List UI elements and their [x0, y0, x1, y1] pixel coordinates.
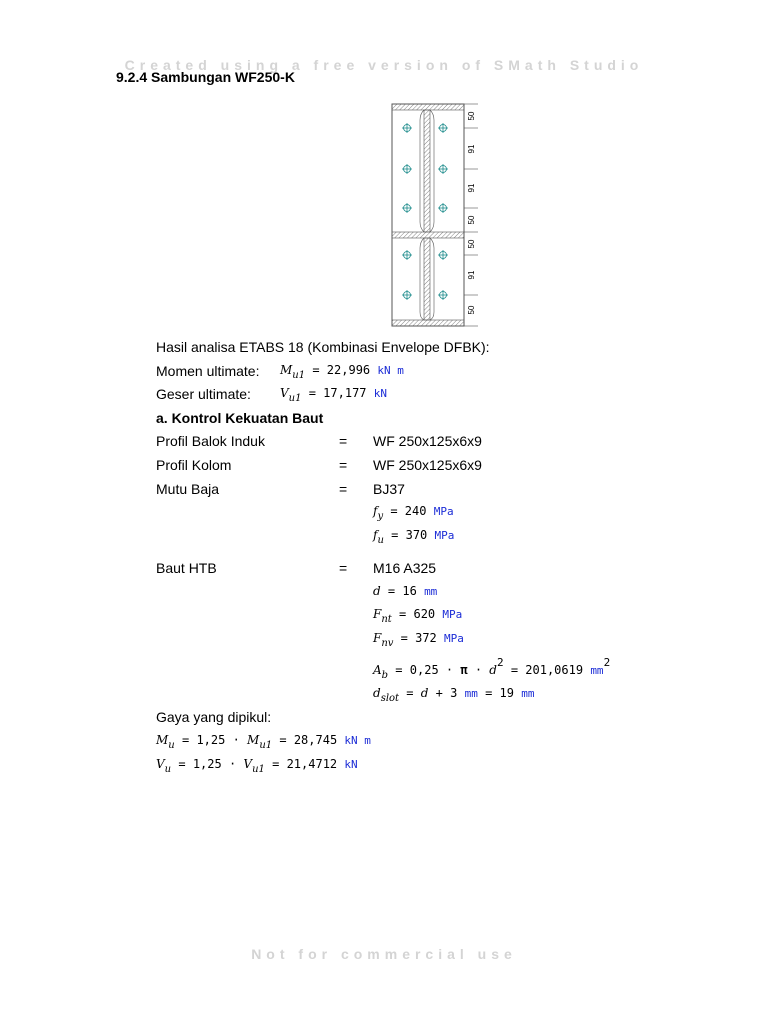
upper-web-hatch — [424, 110, 430, 232]
dim-label: 91 — [467, 183, 476, 193]
bottom-flange-hatch — [392, 320, 464, 326]
fnt-formula: $F_{nt} = 620$ MPa — [373, 607, 463, 625]
bolt — [438, 290, 448, 300]
section-title: 9.2.4 Sambungan WF250-K — [116, 69, 295, 85]
bolt — [402, 203, 412, 213]
upper-left-fillet — [420, 110, 424, 232]
gaya-heading: Gaya yang dipikul: — [156, 709, 272, 725]
vu-formula: $V_u = 1,25 \cdot V_{u1} = 21,4712$ kN — [156, 757, 358, 775]
row-value: M16 A325 — [373, 560, 437, 576]
watermark-bottom: Not for commercial use — [251, 946, 517, 962]
row-eq: = — [339, 560, 348, 576]
ab-formula: $A_b = 0,25 \cdot \pi \cdot d^2 = 201,0619$ $mm^2$ — [373, 656, 611, 681]
row-eq: = — [339, 433, 348, 449]
row-label: Profil Balok Induk — [156, 433, 265, 449]
dslot-formula: $d_{slot} = d + 3$ mm = 19 mm — [373, 686, 535, 704]
bolt — [438, 203, 448, 213]
row-label: Baut HTB — [156, 560, 217, 576]
lower-web-hatch — [424, 238, 430, 320]
fu-formula: $f_u = 370$ MPa — [373, 528, 455, 546]
bolt — [402, 164, 412, 174]
row-value: WF 250x125x6x9 — [373, 433, 482, 449]
dim-label: 50 — [467, 239, 476, 249]
lower-left-fillet — [420, 238, 424, 320]
row-label: Profil Kolom — [156, 457, 232, 473]
momen-label: Momen ultimate: — [156, 363, 260, 379]
dim-label: 50 — [467, 305, 476, 315]
row-eq: = — [339, 481, 348, 497]
d-formula: d = 16 mm — [373, 584, 438, 598]
geser-formula: $V_{u1} = 17,177$ kN — [280, 386, 388, 404]
row-label: Mutu Baja — [156, 481, 220, 497]
dim-label: 50 — [467, 215, 476, 225]
etabs-heading: Hasil analisa ETABS 18 (Kombinasi Envelope DFBK): — [156, 339, 490, 355]
dim-label: 91 — [467, 270, 476, 280]
lower-right-fillet — [430, 238, 434, 320]
bolt — [402, 250, 412, 260]
bolt — [438, 123, 448, 133]
dim-label: 91 — [467, 144, 476, 154]
bolt — [438, 164, 448, 174]
momen-formula: $M_{u1} = 22,996$ kN m — [280, 363, 404, 381]
geser-label: Geser ultimate: — [156, 386, 251, 402]
dim-label: 50 — [467, 111, 476, 121]
upper-flange-hatch — [392, 104, 464, 110]
row-eq: = — [339, 457, 348, 473]
bolt — [402, 123, 412, 133]
bolt — [402, 290, 412, 300]
upper-right-fillet — [430, 110, 434, 232]
watermark-top: Created using a free version of SMath Studio — [124, 57, 644, 73]
mu-formula: $M_u = 1,25 \cdot M_{u1} = 28,745$ kN m — [156, 733, 371, 751]
mid-flange-hatch — [392, 232, 464, 238]
row-value: WF 250x125x6x9 — [373, 457, 482, 473]
kontrol-heading: a. Kontrol Kekuatan Baut — [156, 410, 324, 426]
row-value: BJ37 — [373, 481, 405, 497]
bolt — [438, 250, 448, 260]
fnv-formula: $F_{nv} = 372$ MPa — [373, 631, 464, 649]
connection-drawing — [388, 100, 488, 330]
fy-formula: $f_y = 240$ MPa — [373, 504, 454, 522]
